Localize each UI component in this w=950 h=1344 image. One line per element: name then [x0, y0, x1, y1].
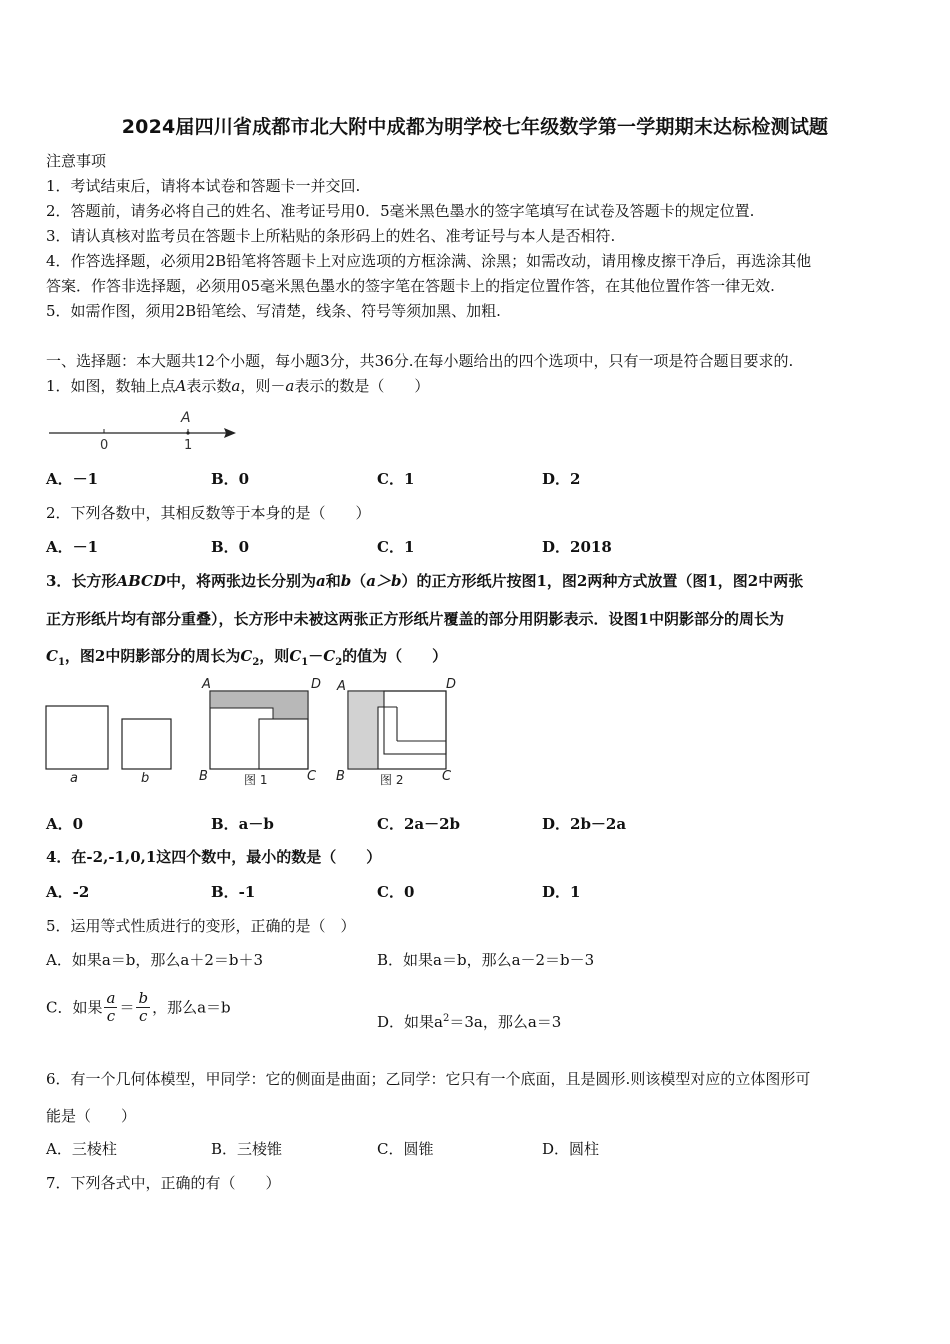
fig2-caption: 图 2 — [380, 773, 404, 787]
q5-option-d[interactable]: D．如果$a^2=3a$，那么a＝3 — [377, 1013, 562, 1031]
q5-option-a[interactable]: A．如果a＝b，那么a＋2＝b＋3 — [46, 951, 264, 969]
section-heading: 一、选择题：本大题共12个小题，每小题3分，共36分.在每小题给出的四个选项中，只有一项是符合题目要求的. — [46, 352, 794, 370]
question-1-stem: 1．如图，数轴上点A表示数a，则－a表示的数是（ ） — [46, 377, 430, 395]
q3-option-c[interactable]: C．2a－2b — [377, 815, 461, 833]
q6-option-d[interactable]: D．圆柱 — [542, 1140, 600, 1158]
question-6-line-1: 6．有一个几何体模型，甲同学：它的侧面是曲面；乙同学：它只有一个底面，且是圆形.则该模型对应的立体图形可 — [46, 1070, 811, 1088]
question-4-stem: 4．在-2,-1,0,1这四个数中，最小的数是（ ） — [46, 848, 382, 866]
squares-figure — [40, 672, 470, 794]
q2-option-b[interactable]: B．0 — [211, 538, 250, 556]
q6-option-c[interactable]: C．圆锥 — [377, 1140, 434, 1158]
square-b — [122, 719, 171, 769]
question-6-line-2: 能是（ ） — [46, 1107, 137, 1125]
notice-item: 2．答题前，请务必将自己的姓名、准考证号用0．5毫米黑色墨水的签字笔填写在试卷及答题卡的规定位置. — [46, 202, 755, 220]
notice-item: 4．作答选择题，必须用2B铅笔将答题卡上对应选项的方框涂满、涂黑；如需改动，请用橡皮擦干净后，再选涂其他 — [46, 252, 812, 270]
fig2-label-c: C — [442, 769, 452, 784]
notice-item: 5．如需作图，须用2B铅笔绘、写清楚，线条、符号等须加黑、加粗. — [46, 302, 501, 320]
notice-item: 答案．作答非选择题，必须用05毫米黑色墨水的签字笔在答题卡上的指定位置作答，在其他位置作答一律无效. — [46, 277, 775, 295]
question-2-stem: 2．下列各数中，其相反数等于本身的是（ ） — [46, 504, 371, 522]
q6-option-b[interactable]: B．三棱锥 — [211, 1140, 283, 1158]
square-a-label: a — [70, 771, 78, 786]
fraction-b-over-c: $\frac{b}{c}$ — [138, 989, 149, 1025]
q4-option-d[interactable]: D．1 — [542, 883, 581, 901]
fig2-label-a: A — [337, 679, 346, 694]
page-title: 2024届四川省成都市北大附中成都为明学校七年级数学第一学期期末达标检测试题 — [121, 116, 829, 138]
notice-item: 3．请认真核对监考员在答题卡上所粘贴的条形码上的姓名、准考证号与本人是否相符. — [46, 227, 616, 245]
fig1-label-d: D — [311, 677, 322, 692]
q1-option-b[interactable]: B．0 — [211, 470, 250, 488]
fraction-a-over-c: $\frac{a}{c}$ — [106, 989, 116, 1025]
tick-0-label: 0 — [100, 438, 109, 453]
point-a-label: A — [181, 410, 191, 426]
tick-1-label: 1 — [184, 438, 193, 453]
q1-option-c[interactable]: C．1 — [377, 470, 415, 488]
q4-option-a[interactable]: A．-2 — [46, 883, 90, 901]
q3-option-d[interactable]: D．2b－2a — [542, 815, 627, 833]
q3-option-b[interactable]: B．a－b — [211, 815, 274, 833]
question-5-stem: 5．运用等式性质进行的变形，正确的是（ ） — [46, 917, 356, 935]
notice-heading: 注意事项 — [46, 152, 107, 170]
fig1-label-a: A — [202, 677, 211, 692]
question-3-line-3: $C_1$，图2中阴影部分的周长为$C_2$，则$C_1-C_2$的值为（ ） — [46, 647, 448, 668]
q5-option-c[interactable]: C．如果 $\frac{a}{c}$ ＝ $\frac{b}{c}$ ，那么a＝b — [46, 989, 231, 1025]
q2-option-d[interactable]: D．2018 — [542, 538, 612, 556]
q2-option-c[interactable]: C．1 — [377, 538, 415, 556]
q5-option-b[interactable]: B．如果a＝b，那么a－2＝b－3 — [377, 951, 595, 969]
square-a — [46, 706, 108, 769]
fig1-label-c: C — [307, 769, 317, 784]
square-b-label: b — [141, 771, 150, 786]
notice-item: 1．考试结束后，请将本试卷和答题卡一并交回. — [46, 177, 361, 195]
fig2-label-b: B — [336, 769, 345, 784]
q1-option-d[interactable]: D．2 — [542, 470, 581, 488]
question-3-line-1: 3．长方形ABCD中，将两张边长分别为a和b（a＞b）的正方形纸片按图1，图2两种方式放置（图1，图2中两张 — [46, 572, 804, 590]
q4-option-c[interactable]: C．0 — [377, 883, 415, 901]
q6-option-a[interactable]: A．三棱柱 — [46, 1140, 117, 1158]
fig1-label-b: B — [199, 769, 208, 784]
number-line-figure — [46, 406, 246, 454]
point-a-dot — [186, 431, 189, 434]
q3-option-a[interactable]: A．0 — [46, 815, 84, 833]
fig1-caption: 图 1 — [244, 773, 268, 787]
fig2-label-d: D — [446, 677, 457, 692]
question-3-line-2: 正方形纸片均有部分重叠），长方形中未被这两张正方形纸片覆盖的部分用阴影表示．设图1中阴影部分的周长为 — [46, 610, 784, 628]
question-7-stem: 7．下列各式中，正确的有（ ） — [46, 1174, 281, 1192]
q4-option-b[interactable]: B．-1 — [211, 883, 256, 901]
q1-option-a[interactable]: A．－1 — [46, 470, 99, 488]
q2-option-a[interactable]: A．－1 — [46, 538, 99, 556]
